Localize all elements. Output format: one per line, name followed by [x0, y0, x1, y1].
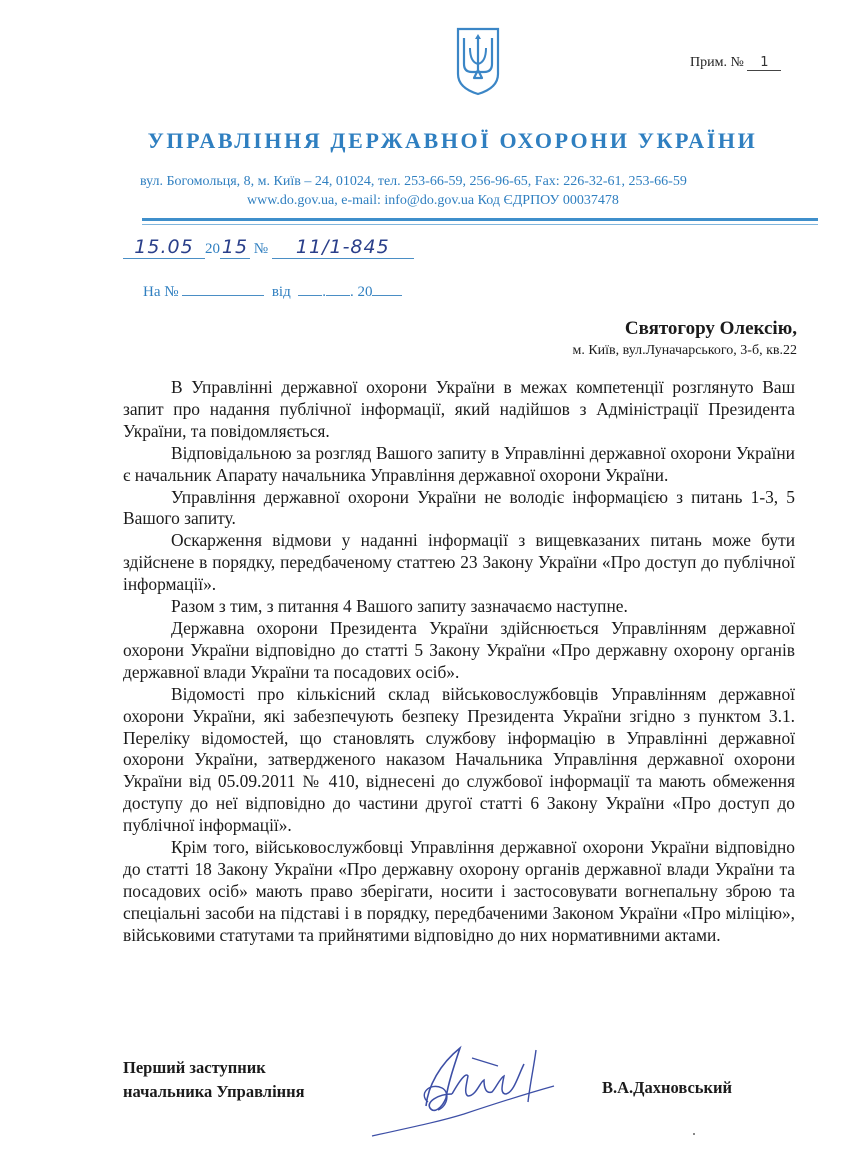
recipient-address: м. Київ, вул.Луначарського, 3-б, кв.22: [572, 343, 797, 358]
body-paragraph: Державна охорони Президента України здійснюється Управлінням державної охорони України відповідно до статті 5 Закону України «Про державну охорону органів державної влади України та посадових осіб».: [123, 617, 795, 682]
signatory-title-line2: начальника Управління: [123, 1082, 305, 1101]
organization-address: вул. Богомольця, 8, м. Київ – 24, 01024, тел. 253-66-59, 256-96-65, Fax: 226-32-61, 253-66-59: [140, 174, 687, 189]
letter-body: [123, 377, 795, 947]
attachment-label: Прим. №: [690, 55, 744, 70]
trident-coat-of-arms-icon: [455, 26, 501, 96]
incoming-month-blank: [326, 283, 350, 296]
attachment-number-value: 1: [747, 55, 781, 71]
incoming-number-label: На №: [143, 284, 179, 300]
organization-title: УПРАВЛІННЯ ДЕРЖАВНОЇ ОХОРОНИ УКРАЇНИ: [147, 128, 758, 153]
body-paragraph: Крім того, військовослужбовці Управління державної охорони України відповідно до статті 18 Закону України «Про державну охорону органів державної влади України та посадових осіб» мають право зберігати, носити і застосовувати вогнепальну зброю та спеціальні засоби на підставі і в порядку, передбаченими Законом України «Про міліцію», військовими статутами та прийнятими відповідно до них нормативними актами.: [123, 837, 795, 945]
header-divider-thin: [142, 224, 818, 225]
outgoing-year: 15: [221, 236, 249, 258]
body-paragraph: Управління державної охорони України не володіє інформацією з питань 1-3, 5 Вашого запиту.: [123, 486, 795, 529]
handwritten-signature-icon: [368, 1036, 558, 1141]
signatory-name: В.А.Дахновський: [602, 1078, 733, 1097]
scan-speck: [693, 1133, 695, 1135]
organization-contacts: www.do.gov.ua, e-mail: info@do.gov.ua Код ЄДРПОУ 00037478: [247, 193, 619, 208]
incoming-year-blank: [372, 283, 402, 296]
header-divider: [142, 218, 818, 221]
incoming-reference: На № від . . 20: [143, 283, 402, 301]
outgoing-number: 11/1-845: [272, 236, 414, 259]
outgoing-year-prefix: 20: [205, 241, 220, 257]
incoming-day-blank: [298, 283, 322, 296]
body-paragraph: Оскарження відмови у наданні інформації з вищевказаних питань може бути здійснене в порядку, передбаченому статтею 23 Закону України «Про доступ до публічної інформації».: [123, 530, 795, 595]
recipient-name: Святогору Олексію,: [624, 318, 797, 339]
signatory-title-line1: Перший заступник: [123, 1058, 266, 1077]
incoming-date-label: від: [271, 284, 291, 300]
body-paragraph: Разом з тим, з питання 4 Вашого запиту зазначаємо наступне.: [171, 596, 628, 617]
signatory-title: [123, 1056, 305, 1104]
incoming-number-blank: [182, 283, 264, 296]
incoming-year-prefix: 20: [357, 284, 373, 300]
outgoing-number-label: №: [253, 241, 269, 257]
outgoing-registration: [123, 236, 414, 259]
body-paragraph: В Управлінні державної охорони України в межах компетенції розглянуто Ваш запит про надання публічної інформації, який надійшов з Адміністрації Президента України, та повідомляється.: [123, 377, 795, 441]
body-paragraph: Відповідальною за розгляд Вашого запиту в Управлінні державної охорони України є начальник Апарату начальника Управління державної охорони України.: [123, 442, 795, 485]
outgoing-date: 15.05: [123, 236, 205, 259]
attachment-number: [690, 55, 781, 71]
body-paragraph: Відомості про кількісний склад військовослужбовців Управлінням державної охорони України, які забезпечують безпеку Президента України згідно з пунктом 3.1. Переліку відомостей, що становлять службову інформацію в Управлінні державної охорони України, затвердженого наказом Начальника Управління державної охорони України від 05.09.2011 № 410, віднесені до службової інформації та мають обмеження доступу до неї відповідно до частини другої статті 6 Закону України «Про доступ до публічної інформації».: [123, 683, 795, 836]
